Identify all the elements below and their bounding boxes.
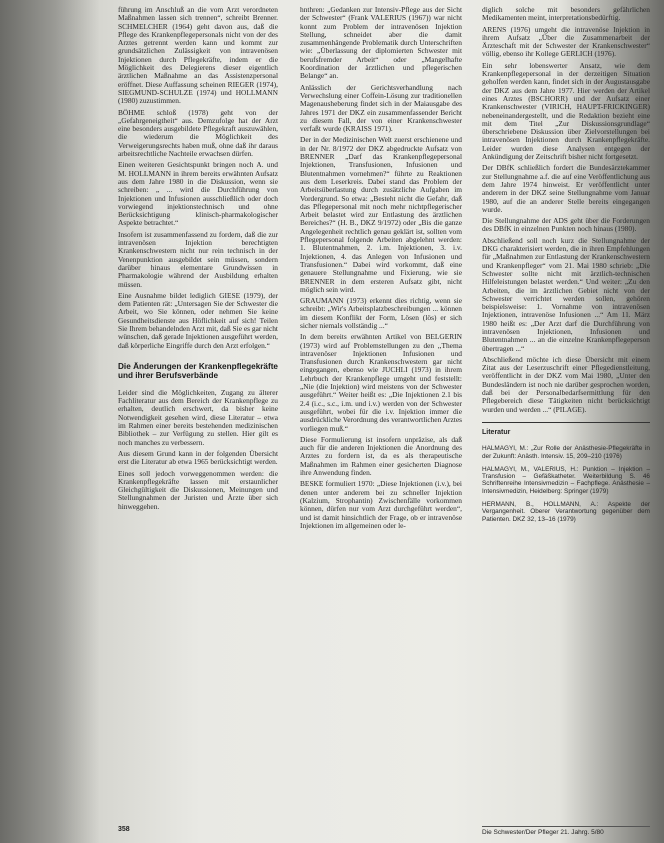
- paragraph: Ein sehr lobenswerter Ansatz, wie dem Krankenpflegepersonal in der derzeitigen Situation geholfen werden kann, findet sich in der Augustausgabe der DKZ aus dem Jahre 1977. Hier werden der Artikel eines Arztes (BSCHORR) und der Aufsatz einer Krankenschwester (VIRICH, HAUPT-FRICKINGER) nebeneinandergestellt, und die Redaktion bezieht eine mit dem Titel „Zur Diskussionsgrundlage“ überschriebene Diskussion über Zielvorstellungen bei intravenösen Injektionen durch Krankenpflegekräfte. Leider wurden diese Analysen entgegen der Ankündigung der Zeitschrift bisher nicht fortgesetzt.: [482, 60, 650, 162]
- paragraph: Insofern ist zusammenfassend zu fordern, daß die zur intravenösen Injektion berechtigten Krankenschwestern nicht nur rein technisch in der Venenpunktion ausgebildet sein müssen, sondern darüber hinaus elementare Grundwissen in Pharmakologie während der Ausbildung erhalten müssen.: [118, 229, 278, 289]
- divider: [482, 422, 650, 423]
- paragraph: Aus diesem Grund kann in der folgenden Übersicht erst die Literatur ab etwa 1965 berücksichtigt werden.: [118, 448, 278, 467]
- paragraph: Anlässlich der Gerichtsverhandlung nach Verwechslung einer Coffein-Lösung zur traditionellen Magenausheberung findet sich in der Maiausgabe des Jahres 1971 der DKZ ein zusammenfassender Bericht zu diesem Fall, der von einer Krankenschwester verfaßt wurde (KRAISS 1971).: [300, 82, 462, 134]
- text-column-middle: [300, 6, 462, 533]
- paragraph: diglich solche mit besonders gefährlichen Medikamenten meint, interpretationsbedürftig.: [482, 5, 650, 23]
- text-column-left: [118, 6, 278, 514]
- paragraph: Diese Formulierung ist insofern unpräzise, als daß auch für die anderen Injektionen die Anordnung des Arztes zu fordern ist, da es als therapeutische Maßnahmen im Rahmen einer gesicherten Diagnose ihre Anwendung finden.: [300, 434, 462, 478]
- paragraph: Eine Ausnahme bildet lediglich GIESE (1979), der dem Patienten rät: „Untersagen Sie der Schwester die Arbeit, wo Sie können, oder nehmen Sie keine Gesundheitsdienste aus Höflichkeit auf sich! Teilen Sie Ihrem behandelnden Arzt mit, daß Sie es gar nicht wünschen, daß gerade Injektionen ausgeführt werden, daß körperliche Eingriffe durch den Arzt erfolgen.“: [118, 290, 278, 350]
- paragraph: Einen weiteren Gesichtspunkt bringen noch A. und M. HOLLMANN in ihrem bereits erwähnten Aufsatz aus dem Jahre 1980 in die Diskussion, wenn sie schreiben: „ ... wird die Durchführung von Injektionen und Infusionen ausschließlich oder doch vorwiegend injektionstechnisch und ohne Berücksichtigung klinisch-pharmakologischer Aspekte betrachtet.“: [118, 160, 278, 228]
- paragraph: Die Stellungnahme der ADS geht über die Forderungen des DBfK in einzelnen Punkten noch hinaus (1980).: [482, 216, 650, 234]
- section-heading: Die Änderungen der Krankenpflegekräfte und ihrer Berufsverbände: [118, 361, 278, 381]
- paragraph: Abschließend soll noch kurz die Stellungnahme der DKG charakterisiert werden, die in ihren Empfehlungen für „Maßnahmen zur Entlastung der Krankenschwestern und Krankenpfleger“ vom 21. Mai 1980 schrieb: „Die Schwester sollte nicht mit ärztlich-technischen Hilfeleistungen belastet werden.“ Und weiter: „Zu den Arbeiten, die im ärztlichen Gebiet nicht von der Schwester verrichtet werden sollen, gehören beispielsweise: 1. Vornahme von intravenösen Injektionen, intravenöse Infusionen ...“ Am 11. März 1980 heißt es: „Der Arzt darf die Durchführung von intravenösen Injektionen, Infusionen und Blutentnahmen ... an die einzelne Krankenpflegeperson übertragen ...“: [482, 235, 650, 353]
- journal-footer: Die Schwester/Der Pfleger 21. Jahrg. 5/80: [482, 826, 650, 836]
- literature-item: HERMANN, B., HOLLMANN, A.: Aspekte der Vergangenheit. Oberer Verantwortung gegenüber dem Patienten. DKZ 32, 13–16 (1979): [482, 501, 650, 523]
- paragraph: hnthren: „Gedanken zur Intensiv-Pflege aus der Sicht der Schwester“ (Frank VALERIUS (1967)) war nicht konnt zum Problem der intravenösen Injektion Stellung, schneidet aber die damit zusammenhängende Problematik durch Unterschriften wie: „Überlassung der diplomierten Schwester mit berufsfremder Arbeit“ oder „Mangelhafte Koordination der ärztlichen und pflegerischen Belange“ an.: [300, 5, 462, 81]
- literature-item: HALMAGYI, M., VALERIUS, H.: Punktion – Injektion – Transfusion – Gefäßkatheter. Weiterbildung S. 46 Schriftenreihe Intensivmedizin – Fachpflege. Anästhesie – Intensivmedizin, Heidelberg: Springer (1979): [482, 465, 650, 495]
- paragraph: Eines soll jedoch vorweggenommen werden: die Krankenpflegekräfte lassen mit erstaunlicher Gleichgültigkeit die Diskussionen, Meinungen und Stellungnahmen der Juristen und Ärzte über sich hinweggehen.: [118, 468, 278, 511]
- literature-heading: Literatur: [482, 428, 511, 436]
- paragraph: In dem bereits erwähnten Artikel von BELGERIN (1973) wird auf Problemstellungen zu den ,,Thema intravenöser Injektionen Infusionen und Transfusionen durch Krankenschwestern gar nicht eingegangen, ebenso wie JUCHLI (1973) in ihrem Lehrbuch der Krankenpflege umgeht und feststellt: „Nie (die Injektion) wird meistens von der Schwester ausgeführt.“ Weiter heißt es: „Die Injektionen 2.1 bis 2.4 (i.c., s.c., i.m. und i.v.) werden von der Schwester ausgeführt, wobei für die i.v. Injektion immer die ausdrückliche Verordnung des verantwortlichen Arztes vorliegen muß.“: [300, 332, 462, 433]
- literature-item: HALMAGYI, M.: „Zur Rolle der Anästhesie-Pflegekräfte in der Zukunft: Anästh. Intensiv. 15, 209–210 (1976): [482, 445, 650, 460]
- paragraph: Der in der Medizinischen Welt zuerst erschienene und in der Nr. 8/1972 der DKZ abgedruckte Aufsatz von BRENNER „Darf das Krankenpflegepersonal Injektionen, Transfusionen, Infusionen und Blutentnahmen vornehmen?“ führte zu Reaktionen aus dem Leserkreis. Dabei stand das Problem der Arbeitsüberlastung durch zusätzliche Aufgaben im Vordergrund. So etwa: „Besteht nicht die Gefahr, daß das Pflegepersonal mit noch mehr nichtpflegerischer Arbeit belastet wird zur Entlastung des ärztlichen Bereiches?“ (H. B., DKZ 9/1972) oder „Bis die ganze Angelegenheit rechtlich genau geklärt ist, sollten vom Pflegepersonal folgende Arbeiten abgelehnt werden: 1. Blutentnahmen, 2. i.m. Injektionen, 3. i.v. Injektionen, 4. das Anlegen von Infusionen und Transfusionen.“ Dabei wird vorkommt, daß eine genauere Stellungnahme und Fixierung, wie sie BRENNER in dem ersteren Aufsatz gibt, nicht möglich sein wird.: [300, 135, 462, 294]
- paragraph: GRAUMANN (1973) erkennt dies richtig, wenn sie schreibt: „Wir's Arbeitsplatzbeschreibungen ... können im diesem Konflikt der Form, Lösen (lös) er sich sicher niemals vollständig ...“: [300, 296, 462, 330]
- paragraph: Leider sind die Möglichkeiten, Zugang zu älterer Fachliteratur aus dem Bereich der Krankenpflege zu erhalten, deutlich erschwert, da bisher keine Notwendigkeit gesehen wird, diese Literatur – etwa im Rahmen einer bereits bestehenden medizinischen Bibliothek – zur Verfügung zu stellen. Hier gilt es noch manches zu verbessern.: [118, 387, 278, 447]
- paragraph: BESKE formuliert 1970: „Diese Injektionen (i.v.), bei denen unter anderem bei zu schneller Injektion (Kalzium, Strophantin) Zwischenfälle vorkommen können, dürfen nur vom Arzt durchgeführt werden“, und ist damit hinsichtlich der Frage, ob er intravenöse Injektionen im allgemeinen oder le-: [300, 479, 462, 530]
- text-column-right: [482, 6, 650, 529]
- paragraph: ARENS (1976) umgeht die intravenöse Injektion in ihrem Aufsatz „Über die Zusammenarbeit der Ärzteschaft mit der Schwester der Krankenschwester“ völlig, ebenso ihr Kollege GERLICH (1976).: [482, 24, 650, 59]
- paragraph: führung im Anschluß an die vom Arzt verordneten Maßnahmen lassen sich trennen“, schreibt Brenner. SCHMELCHER (1964) geht davon aus, daß die Pflege des Krankenpflegepersonals nicht von der des Arztes getrennt werden kann und kommt zur grundsätzlichen Zulässigkeit von intravenösen Injektionen durch Pflegekräfte, indem er die Möglichkeit des Delegierens dieser eigentlich ärztlichen Maßnahme an das Assistenzpersonal eröffnet. Diese Auffassung scheinen RIEGER (1974), SIEGMUND-SCHULZE (1974) und HOLLMANN (1980) zuzustimmen.: [118, 5, 278, 106]
- page-number: 358: [118, 826, 130, 833]
- paragraph: Der DBfK schließlich fordert die Bundesärztekammer zur Stellungnahme a.f. die auf eine Veröffentlichung aus dem Jahre 1974 hinweist. Er veröffentlicht unter anderem in der DKZ seine Stellungnahme vom Januar 1980, auf die an anderer Stelle bereits eingegangen wurde.: [482, 163, 650, 214]
- paragraph: Abschließend möchte ich diese Übersicht mit einem Zitat aus der Leserzuschrift einer Pflegedienstleitung, veröffentlicht in der DKZ vom Mai 1980, „Unter den Bundesländern ist noch nie darüber gesprochen worden, daß bei der Personalbedarfsermittlung für den Pflegebereich diese Tätigkeiten nicht berücksichtigt wurden und werden ...“ (PILAGE).: [482, 354, 650, 414]
- paragraph: BÖHME schloß (1978) geht von der „Gefahrgeneigtheit“ aus. Demzufolge hat der Arzt eine besonders ausgebildete Pflegekraft auszuwählen, die wiederum die Möglichkeit des Verweigerungsrechts haben muß, ohne daß ihr daraus arbeitsrechtliche Nachteile erwachsen dürfen.: [118, 107, 278, 159]
